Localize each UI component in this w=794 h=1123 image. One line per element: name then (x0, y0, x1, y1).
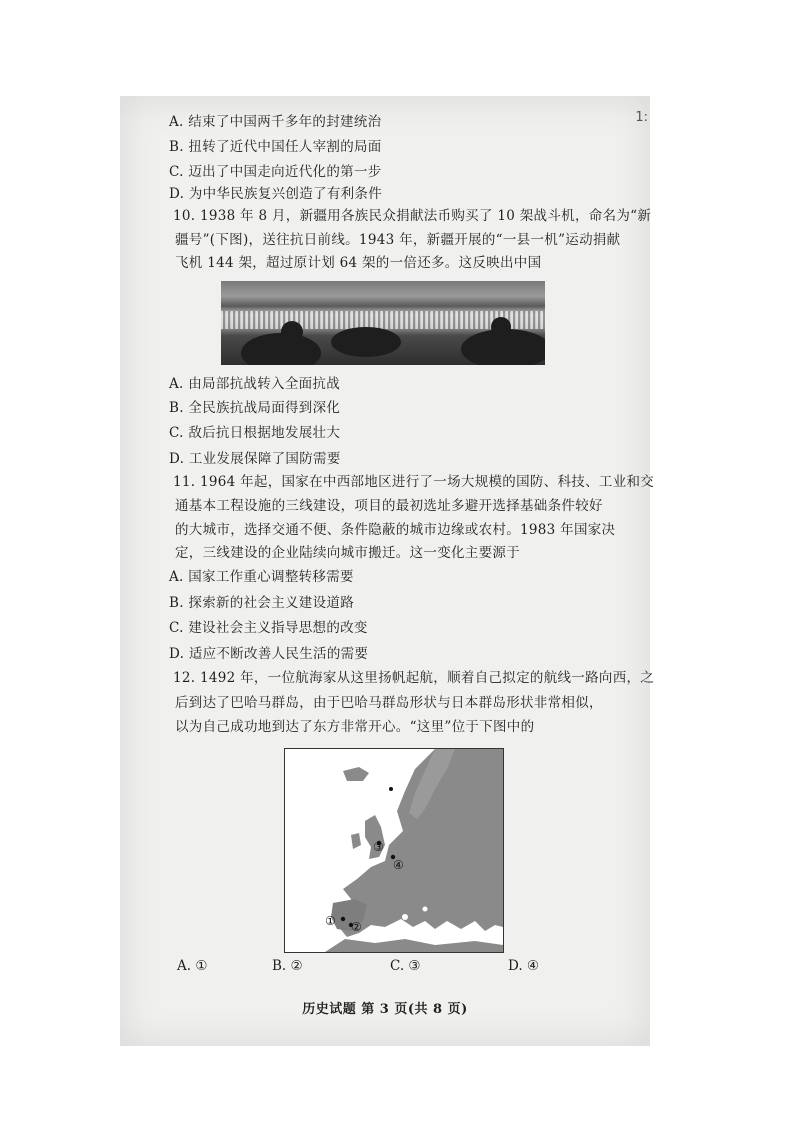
q11-stem-line-3: 的大城市，选择交通不便、条件隐蔽的城市边缘或农村。1983 年国家决 (175, 522, 616, 538)
q10-photo (221, 281, 545, 365)
exam-page (120, 96, 655, 1046)
q12-option-c: C. ③ (390, 958, 421, 974)
q9-option-a: A. 结束了中国两千多年的封建统治 (169, 114, 382, 130)
q10-option-c: C. 敌后抗日根据地发展壮大 (169, 425, 341, 441)
q9-option-d: D. 为中华民族复兴创造了有利条件 (169, 186, 383, 202)
page-footer: 历史试题 第 3 页(共 8 页) (302, 1002, 468, 1017)
q12-option-d: D. ④ (508, 958, 540, 974)
q11-stem-line-1: 11. 1964 年起，国家在中西部地区进行了一场大规模的国防、科技、工业和交 (173, 474, 655, 490)
q10-option-b: B. 全民族抗战局面得到深化 (169, 400, 341, 416)
q11-option-a: A. 国家工作重心调整转移需要 (169, 569, 354, 585)
q11-option-b: B. 探索新的社会主义建设道路 (169, 595, 355, 611)
q11-option-d: D. 适应不断改善人民生活的需要 (169, 646, 369, 662)
europe-map (284, 748, 504, 953)
map-label-1: ① (325, 914, 336, 928)
q10-option-a: A. 由局部抗战转入全面抗战 (169, 376, 341, 392)
q12-stem-line-3: 以为自己成功地到达了东方非常开心。“这里”位于下图中的 (175, 719, 535, 735)
q12-option-b: B. ② (272, 958, 303, 974)
marker-north-dot (389, 787, 393, 791)
q11-stem-line-2: 通基本工程设施的三线建设，项目的最初选址多避开选择基础条件较好 (175, 498, 603, 514)
q11-option-c: C. 建设社会主义指导思想的改变 (169, 620, 368, 636)
q12-stem-line-2: 后到达了巴哈马群岛，由于巴哈马群岛形状与日本群岛形状非常相似， (175, 695, 603, 711)
map-label-2: ② (351, 920, 362, 934)
marker-1-dot (341, 917, 345, 921)
q12-option-a: A. ① (177, 958, 208, 974)
q10-stem-line-1: 10. 1938 年 8 月，新疆用各族民众捐献法币购买了 10 架战斗机，命名为“新 (173, 208, 652, 224)
q10-stem-line-3: 飞机 144 架，超过原计划 64 架的一倍还多。这反映出中国 (175, 255, 542, 271)
q10-option-d: D. 工业发展保障了国防需要 (169, 451, 341, 467)
q10-stem-line-2: 疆号”(下图)，送往抗日前线。1943 年，新疆开展的“一县一机”运动捐献 (175, 232, 621, 248)
q11-stem-line-4: 定，三线建设的企业陆续向城市搬迁。这一变化主要源于 (175, 545, 520, 561)
q9-option-b: B. 扭转了近代中国任人宰割的局面 (169, 139, 382, 155)
page-edge-mark: 1: (635, 110, 648, 125)
q12-stem-line-1: 12. 1492 年，一位航海家从这里扬帆起航，顺着自己拟定的航线一路向西，之 (173, 670, 655, 686)
map-label-4: ④ (393, 858, 404, 872)
europe-map-svg (285, 749, 503, 952)
q9-option-c: C. 迈出了中国走向近代化的第一步 (169, 164, 382, 180)
map-label-3: ③ (373, 840, 384, 854)
